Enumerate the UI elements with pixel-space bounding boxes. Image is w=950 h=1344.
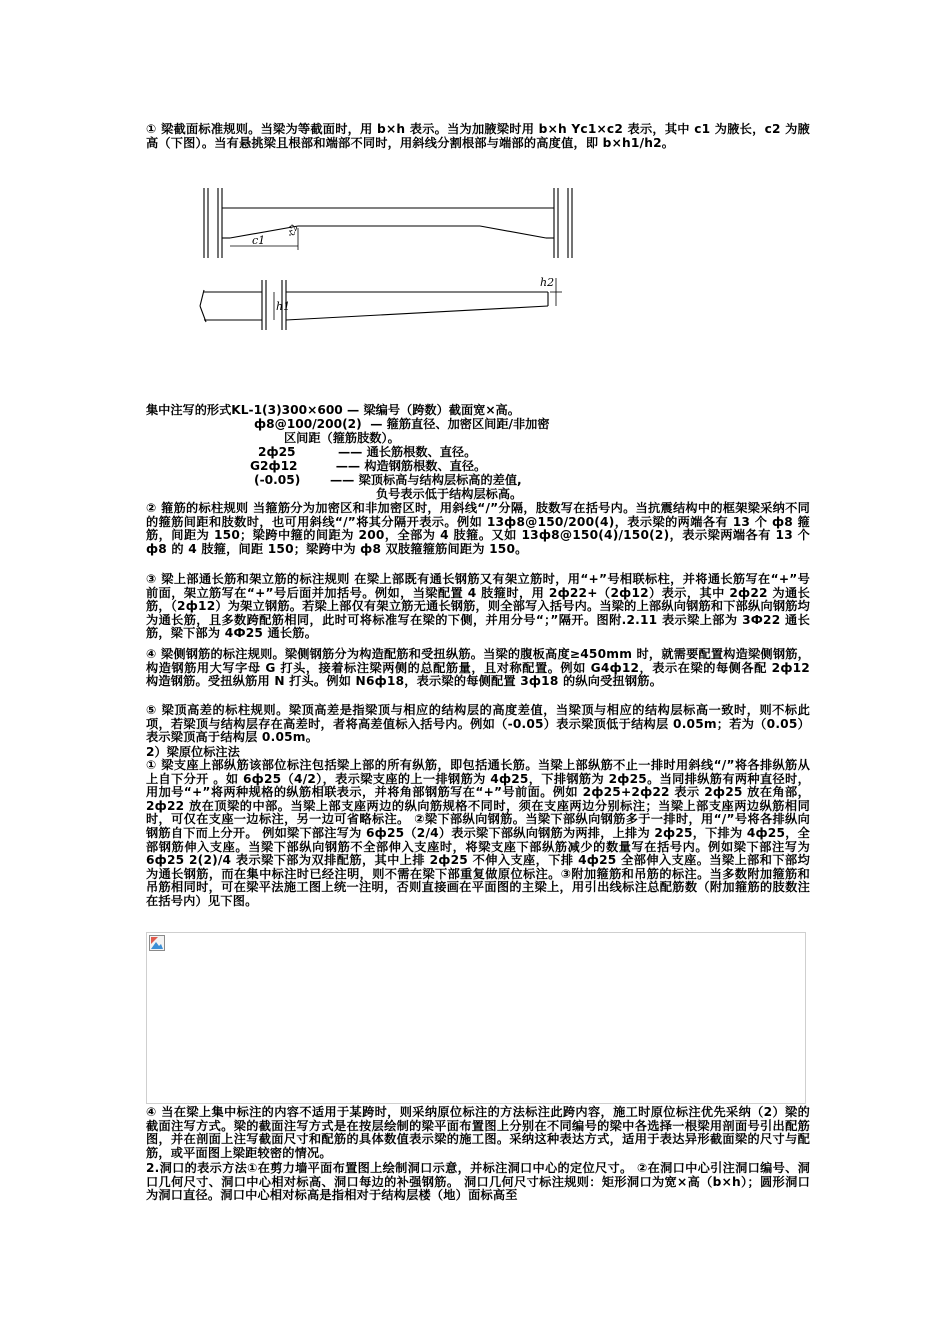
label-h1: h1 bbox=[276, 300, 291, 313]
paragraph-beam-section-rule: ① 梁截面标准规则。当梁为等截面时，用 b×h 表示。当为加腋梁时用 b×h Yc1×c2 表示，其中 c1 为腋长，c2 为腋高（下图）。当有悬挑梁且根部和端部不同时，用斜线分割根部与端部的高度值，即 b×h1/h2。 bbox=[146, 122, 810, 150]
paragraph-side-rebar-rule: ④ 梁侧钢筋的标注规则。梁侧钢筋分为构造配筋和受扭纵筋。当梁的腹板高度≥450mm 时，就需要配置构造梁侧钢筋，构造钢筋用大写字母 G 打头，接着标注梁两侧的总配筋量，且对称配置。例如 G4ф12，表示在梁的每侧各配 2ф12 构造钢筋。受扭纵筋用 N 打头。例如 N6ф18，表示梁的每侧配置 3ф18 的纵向受扭钢筋。 bbox=[146, 647, 810, 689]
broken-image-icon bbox=[149, 935, 165, 951]
centralized-line-1: 集中注写的形式KL-1(3)300×600 — 梁编号（跨数）截面宽×高。 bbox=[146, 403, 520, 417]
label-h2: h2 bbox=[540, 276, 555, 289]
paragraph-top-elevation-rule: ⑤ 梁顶高差的标柱规则。梁顶高差是指梁顶与相应的结构层的高度差值，当梁顶与相应的结构层标高一致时，则不标此项，若梁顶与结构层存在高差时，者将高差值标入括号内。例如（-0.05）表示梁顶低于结构层 0.05m；若为（0.05）表示梁顶高于结构层 0.05m。 bbox=[146, 703, 810, 745]
section-heading-in-situ: 2）梁原位标注法 bbox=[146, 745, 240, 759]
centralized-line-4: 2ф25 —— 通长筋根数、直径。 bbox=[258, 445, 477, 459]
centralized-line-2: ф8@100/200(2) — 箍筋直径、加密区间距/非加密 bbox=[254, 417, 550, 431]
paragraph-opening-notation: 2.洞口的表示方法①在剪力墙平面布置图上绘制洞口示意，并标注洞口中心的定位尺寸。 ②在洞口中心引注洞口编号、洞口几何尺寸、洞口中心相对标高、洞口每边的补强钢筋。 洞口几何尺寸标注规则：矩形洞口为宽×高（b×h）；圆形洞口为洞口直径。洞口中心相对标高是指相对于结构层楼（地）面标高至 bbox=[146, 1161, 810, 1203]
centralized-line-7: 负号表示低于结构层标高。 bbox=[376, 487, 523, 501]
beam-section-figure bbox=[190, 180, 590, 330]
paragraph-stirrup-rule: ② 箍筋的标柱规则 当箍筋分为加密区和非加密区时，用斜线“/”分隔，肢数写在括号内。当抗震结构中的框架梁采纳不同的箍筋间距和肢数时，也可用斜线“/”将其分隔开表示。例如 13ф8@150/200(4)，表示梁的两端各有 13 个 ф8 箍筋，间距为 150；梁跨中箍的间距为 200，全部为 4 肢箍。又如 13ф8@150(4)/150(2)，表示梁两端各有 13 个 ф8 的 4 肢箍，间距 150；梁跨中为 ф8 双肢箍箍筋间距为 150。 bbox=[146, 501, 810, 556]
centralized-line-5: G2ф12 —— 构造钢筋根数、直径。 bbox=[250, 459, 487, 473]
paragraph-top-rebar-rule: ③ 梁上部通长筋和架立筋的标注规则 在梁上部既有通长钢筋又有架立筋时，用“+”号相联标柱，并将通长筋写在“+”号前面，架立筋写在“+”号后面并加括号。例如，当梁配置 4 肢箍时，用 2ф22+（2ф12）表示，其中 2ф22 为通长筋，（2ф12）为架立钢筋。若梁上部仅有架立筋无通长钢筋，则全部写入括号内。当梁的上部纵向钢筋和下部纵向钢筋均为通长筋，且多数跨配筋相同，此时可将标准写在梁的下侧，并用分号“；”隔开。图附.2.11 表示梁上部为 3Ф22 通长筋，梁下部为 4Ф25 通长筋。 bbox=[146, 572, 810, 641]
label-c2: c2 bbox=[287, 223, 301, 238]
missing-image-placeholder bbox=[146, 932, 806, 1104]
centralized-line-3: 区间距（箍筋肢数）。 bbox=[284, 431, 400, 445]
paragraph-in-situ-notation: ① 梁支座上部纵筋该部位标注包括梁上部的所有纵筋，即包括通长筋。当梁上部纵筋不止一排时用斜线“/”将各排纵筋从上自下分开 。如 6ф25（4/2），表示梁支座的上一排钢筋为 4ф25，下排钢筋为 2ф25。当同排纵筋有两种直径时，用加号“+”将两种规格的纵筋相联表示，并将角部钢筋写在“+”号前面。例如 2ф25+2ф22 表示 2ф25 放在角部，2ф22 放在顶梁的中部。当梁上部支座两边的纵向筋规格不同时，须在支座两边分别标注；当梁上部支座两边纵筋相同时，可仅在支座一边标注，另一边可省略标注。 ②梁下部纵向钢筋。当梁下部纵向钢筋多于一排时，用“/”号将各排纵向钢筋自下而上分开。 例如梁下部注写为 6ф25（2/4）表示梁下部纵向钢筋为两排，上排为 2ф25，下排为 4ф25，全部钢筋伸入支座。当梁下部纵向钢筋不全部伸入支座时，将梁支座下部纵筋减少的数量写在括号内。例如梁下部注写为 6ф25 2(2)/4 表示梁下部为双排配筋，其中上排 2ф25 不伸入支座，下排 4ф25 全部伸入支座。当梁上部和下部均为通长钢筋，而在集中标注时已经注明，则不需在梁下部重复做原位标注。③附加箍筋和吊筋的标注。当多数附加箍筋和吊筋相同时，可在梁平法施工图上统一注明，否则直接画在平面图的主梁上，用引出线标注总配筋数（附加箍筋的肢数注在括号内）见下图。 bbox=[146, 758, 810, 908]
label-c1: c1 bbox=[252, 234, 266, 247]
paragraph-span-override: ④ 当在梁上集中标注的内容不适用于某跨时，则采纳原位标注的方法标注此跨内容，施工时原位标注优先采纳（2）梁的截面注写方式。梁的截面注写方式是在按层绘制的梁平面布置图上分别在不同编号的梁中各选择一根梁用剖面号引出配筋图，并在剖面上注写截面尺寸和配筋的具体数值表示梁的施工图。采纳这种表达方式，适用于表达异形截面梁的尺寸与配筋，或平面图上梁距较密的情况。 bbox=[146, 1105, 810, 1160]
centralized-line-6: (-0.05) —— 梁顶标高与结构层标高的差值, bbox=[254, 473, 522, 487]
